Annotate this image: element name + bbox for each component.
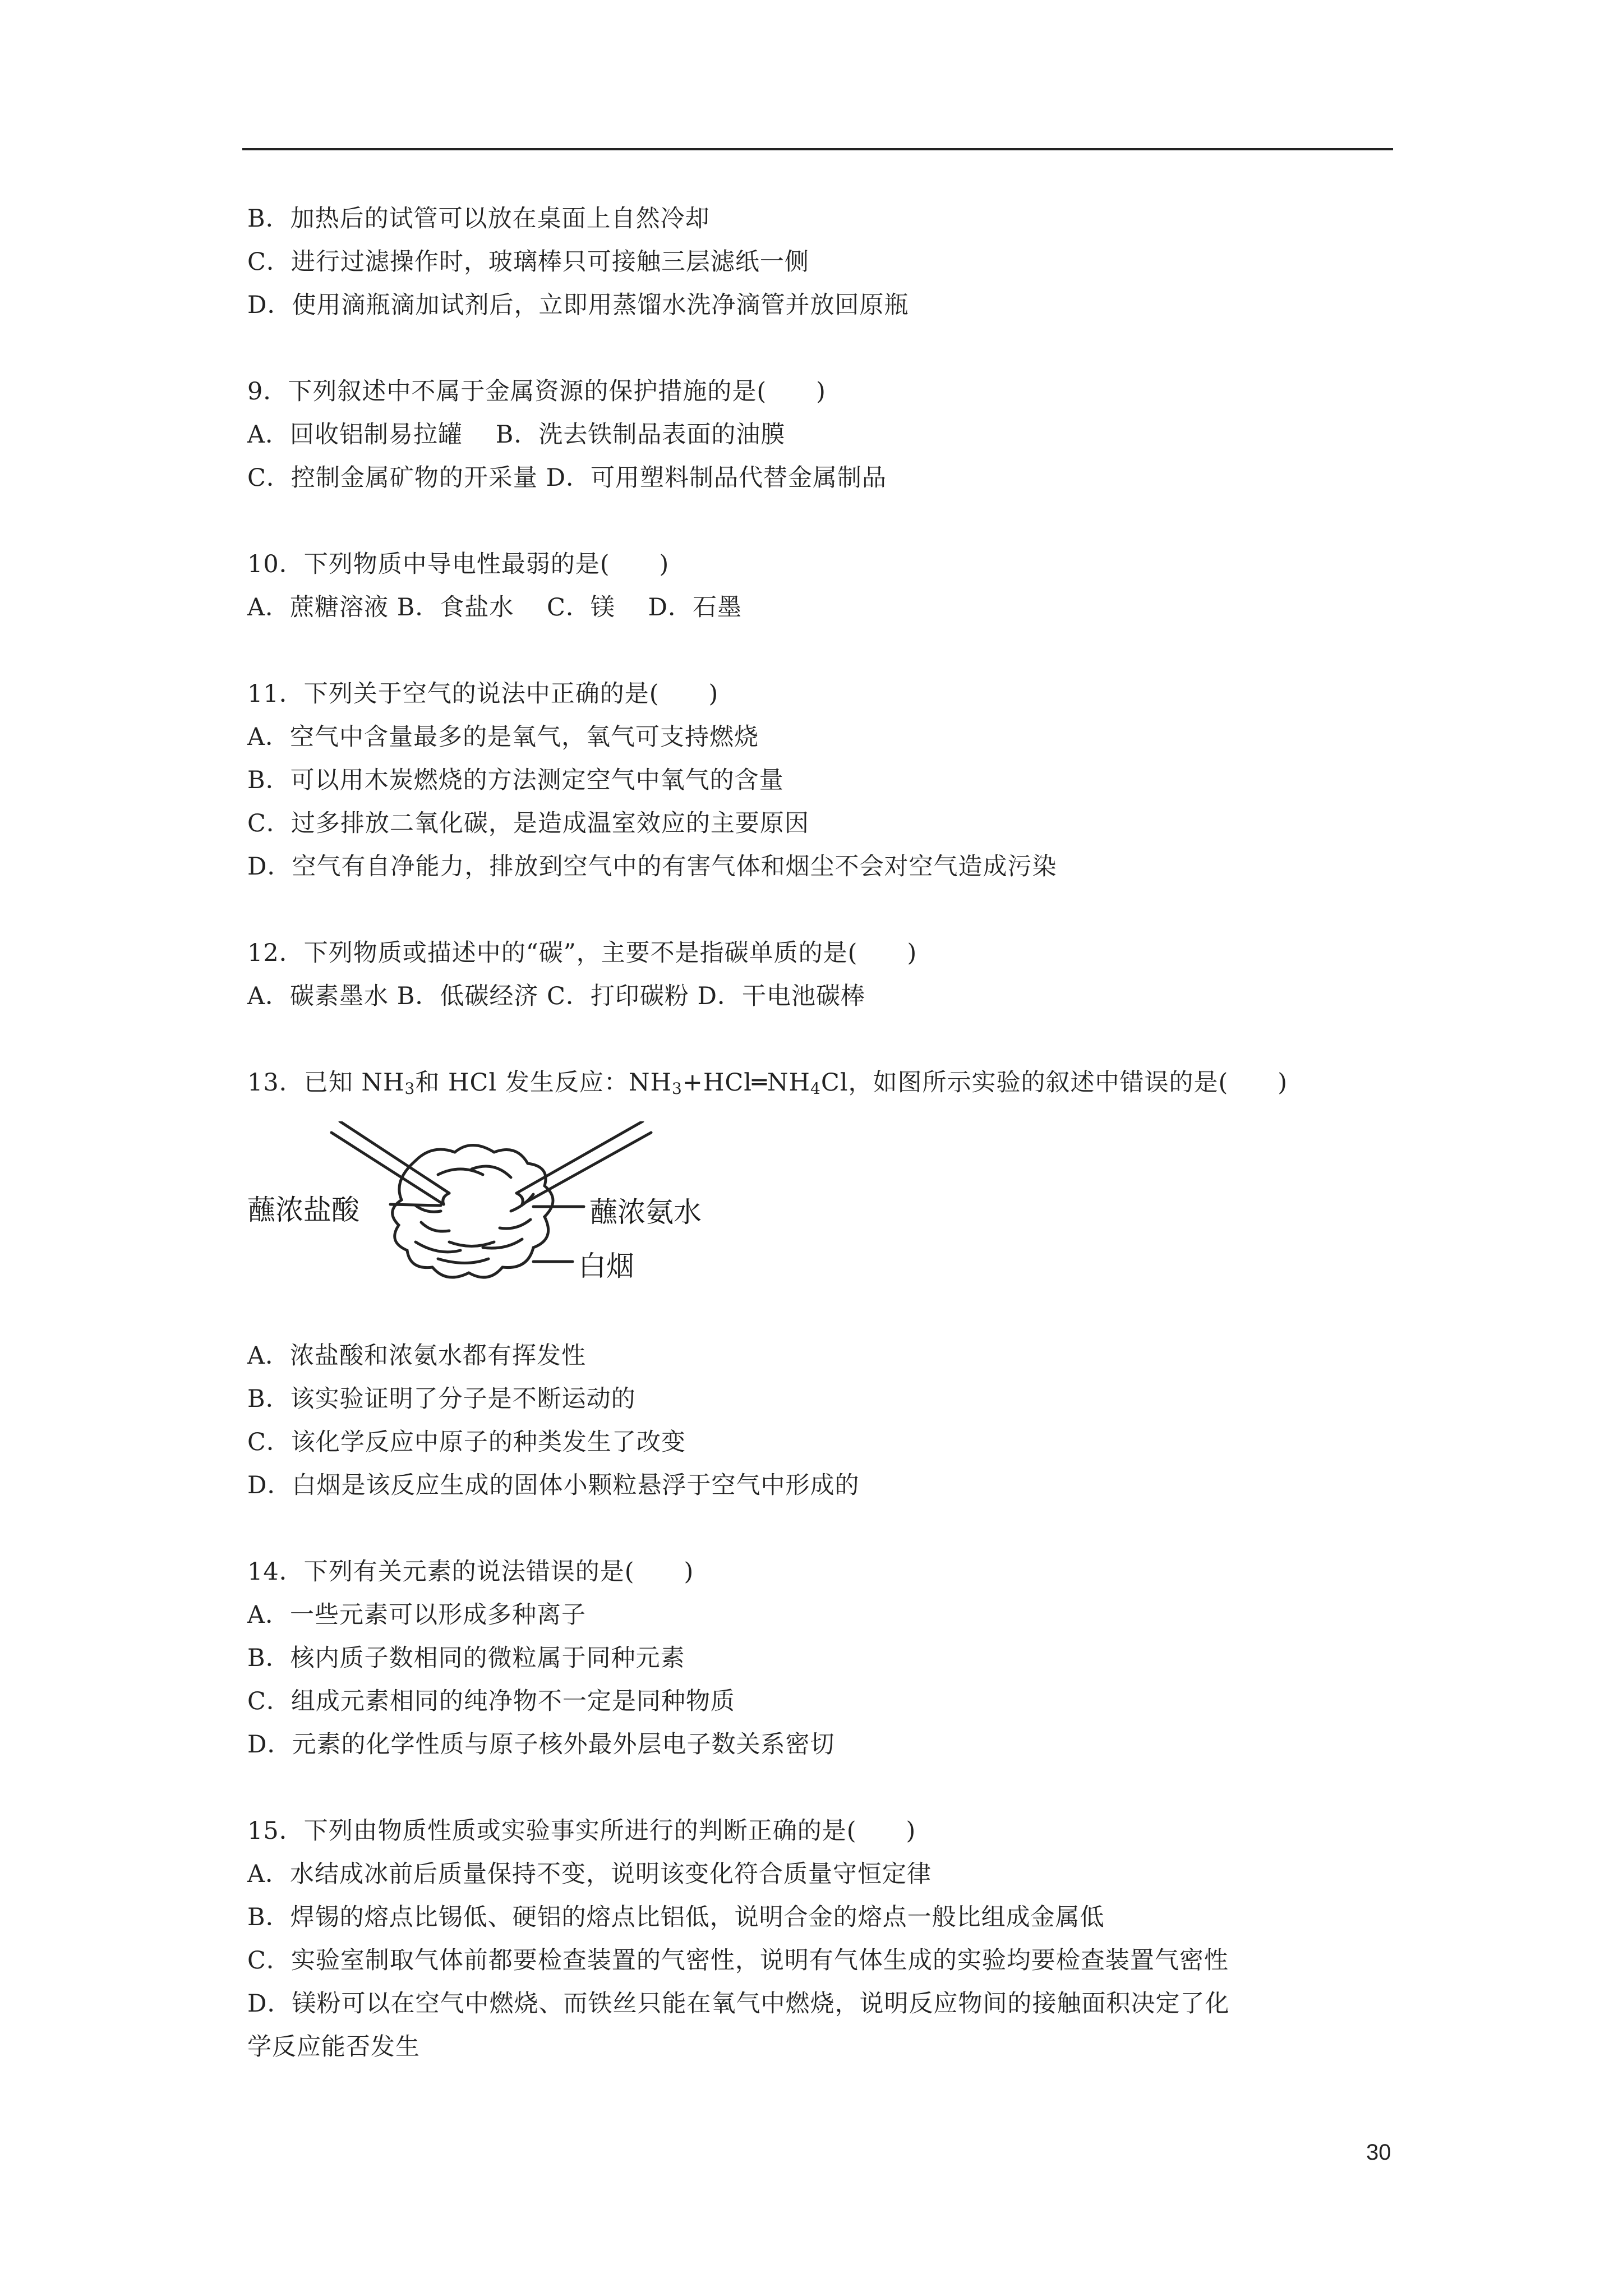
q15-option-d-line1: D．镁粉可以在空气中燃烧、而铁丝只能在氧气中燃烧，说明反应物间的接触面积决定了化: [247, 1990, 1230, 2018]
q12-options: A．碳素墨水 B．低碳经济 C．打印碳粉 D．干电池碳棒: [247, 982, 866, 1010]
q11-option-b: B．可以用木炭燃烧的方法测定空气中氧气的含量: [247, 766, 784, 794]
q9-options-ab: A．回收铝制易拉罐 B．洗去铁制品表面的油膜: [247, 421, 786, 449]
q14-option-c: C．组成元素相同的纯净物不一定是同种物质: [247, 1687, 735, 1715]
q13-subscript-3: 3: [404, 1079, 416, 1098]
q8-option-c: C．进行过滤操作时，玻璃棒只可接触三层滤纸一侧: [247, 248, 809, 276]
q15-option-d-line2: 学反应能否发生: [247, 2033, 420, 2061]
page-number: 30: [1366, 2140, 1391, 2165]
q13-stem-mid2: +HCl═NH: [682, 1069, 810, 1097]
q15-option-b: B．焊锡的熔点比锡低、硬铝的熔点比铝低，说明合金的熔点一般比组成金属低: [247, 1903, 1105, 1931]
header-rule: [242, 148, 1393, 150]
q11-option-a: A．空气中含量最多的是氧气，氧气可支持燃烧: [247, 723, 759, 751]
q15-option-a: A．水结成冰前后质量保持不变，说明该变化符合质量守恒定律: [247, 1860, 932, 1888]
q13-subscript-4: 4: [810, 1079, 821, 1098]
q11-option-d: D．空气有自净能力，排放到空气中的有害气体和烟尘不会对空气造成污染: [247, 853, 1057, 881]
q8-option-d: D．使用滴瓶滴加试剂后，立即用蒸馏水洗净滴管并放回原瓶: [247, 291, 909, 319]
q10-stem: 10．下列物质中导电性最弱的是( ): [247, 550, 670, 578]
q13-option-d: D．白烟是该反应生成的固体小颗粒悬浮于空气中形成的: [247, 1471, 860, 1499]
q13-experiment-figure: [247, 1121, 752, 1323]
q13-option-c: C．该化学反应中原子的种类发生了改变: [247, 1428, 686, 1456]
label-white-smoke: 白烟: [578, 1250, 634, 1282]
q13-stem-prefix: 13．已知: [247, 1069, 353, 1097]
q13-formula-nh: NH: [361, 1069, 405, 1097]
q13-stem-mid1: 和 HCl 发生反应：NH: [415, 1069, 672, 1097]
q11-stem: 11．下列关于空气的说法中正确的是( ): [247, 680, 719, 708]
q10-options: A．蔗糖溶液 B．食盐水 C．镁 D．石墨: [247, 593, 743, 622]
q14-stem: 14．下列有关元素的说法错误的是( ): [247, 1558, 694, 1586]
q12-stem: 12．下列物质或描述中的“碳”，主要不是指碳单质的是( ): [247, 939, 917, 967]
q9-stem: 9．下列叙述中不属于金属资源的保护措施的是( ): [247, 378, 826, 406]
label-nh3: 蘸浓氨水: [589, 1196, 702, 1228]
q11-option-c: C．过多排放二氧化碳，是造成温室效应的主要原因: [247, 809, 809, 838]
q13-stem-post: Cl，如图所示实验的叙述中错误的是( ): [820, 1069, 1288, 1097]
q15-option-c: C．实验室制取气体前都要检查装置的气密性，说明有气体生成的实验均要检查装置气密性: [247, 1947, 1229, 1975]
q13-stem: [247, 1061, 1397, 1110]
q15-stem: 15．下列由物质性质或实验事实所进行的判断正确的是( ): [247, 1817, 916, 1845]
q14-option-a: A．一些元素可以形成多种离子: [247, 1601, 587, 1629]
q13-subscript-3b: 3: [671, 1079, 683, 1098]
q13-option-a: A．浓盐酸和浓氨水都有挥发性: [247, 1342, 587, 1370]
q14-option-d: D．元素的化学性质与原子核外最外层电子数关系密切: [247, 1731, 835, 1759]
q9-options-cd: C．控制金属矿物的开采量 D．可用塑料制品代替金属制品: [247, 464, 887, 492]
q13-option-b: B．该实验证明了分子是不断运动的: [247, 1385, 636, 1413]
page-content: [247, 197, 1397, 2069]
q14-option-b: B．核内质子数相同的微粒属于同种元素: [247, 1644, 685, 1672]
q8-option-b: B．加热后的试管可以放在桌面上自然冷却: [247, 205, 710, 233]
label-hcl: 蘸浓盐酸: [247, 1194, 359, 1226]
